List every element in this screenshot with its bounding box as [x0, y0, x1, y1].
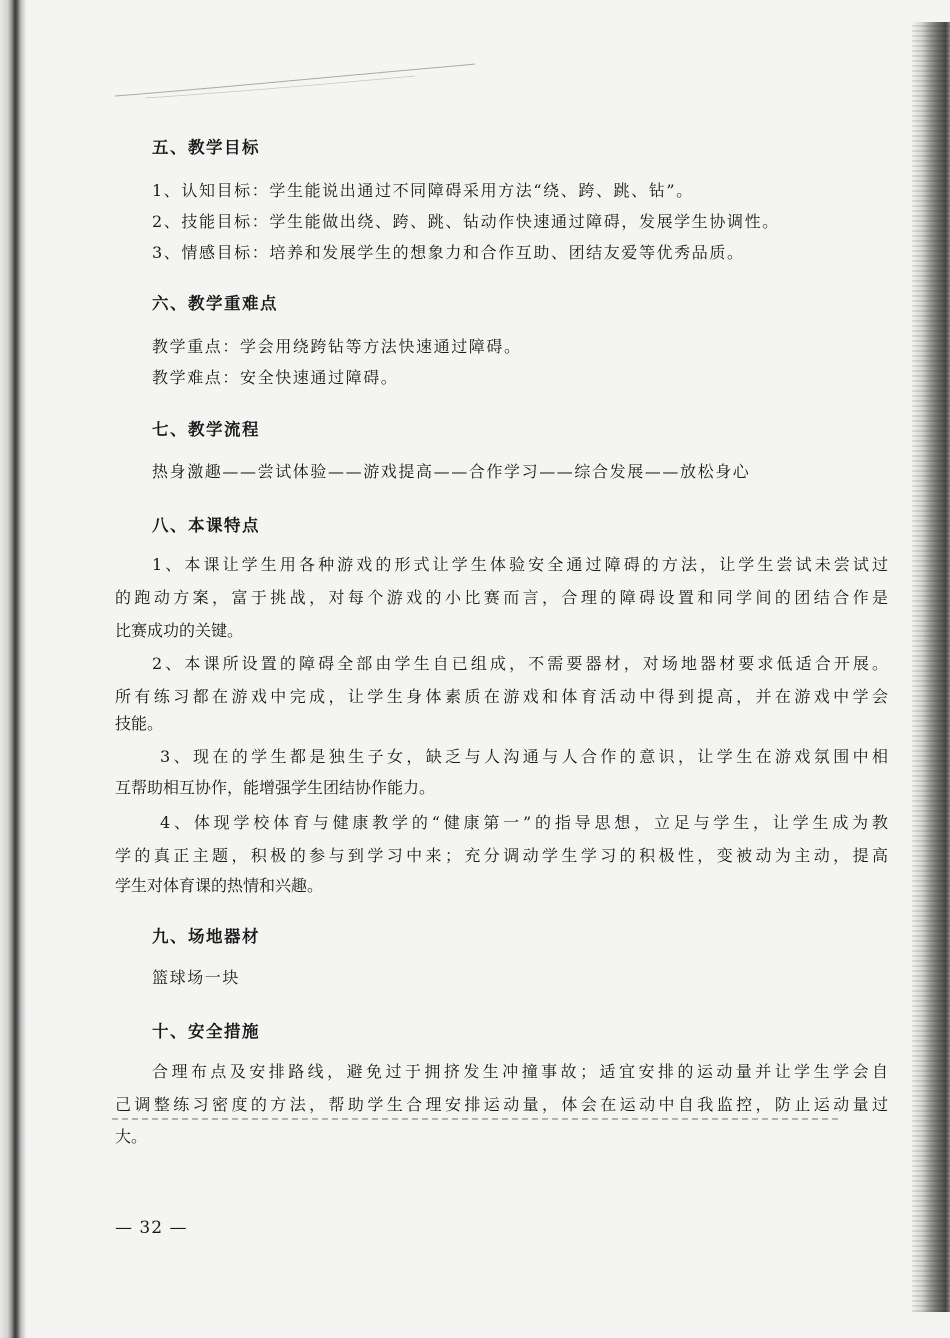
feature-3-line-1: 3、现在的学生都是独生子女，缺乏与人沟通与人合作的意识，让学生在游戏氛围中相	[160, 747, 888, 766]
page-number: — 32 —	[115, 1218, 188, 1238]
section-heading-venue: 九、场地器材	[152, 927, 260, 946]
goal-cognitive: 1、认知目标：学生能说出通过不同障碍采用方法“绕、跨、跳、钻”。	[152, 181, 694, 200]
feature-4-line-3: 学生对体育课的热情和兴趣。	[115, 876, 324, 895]
feature-1-line-3: 比赛成功的关键。	[115, 621, 244, 640]
feature-4-line-1: 4、体现学校体育与健康教学的“健康第一”的指导思想，立足与学生，让学生成为教	[160, 813, 888, 832]
feature-4-line-2: 学的真正主题，积极的参与到学习中来；充分调动学生学习的积极性，变被动为主动，提高	[115, 846, 888, 865]
process-flow: 热身激趣——尝试体验——游戏提高——合作学习——综合发展——放松身心	[152, 462, 751, 481]
section-heading-goals: 五、教学目标	[152, 138, 260, 157]
section-heading-process: 七、教学流程	[152, 420, 260, 439]
feature-2-line-2: 所有练习都在游戏中完成，让学生身体素质在游戏和体育活动中得到提高，并在游戏中学会	[115, 687, 888, 706]
goal-emotion: 3、情感目标：培养和发展学生的想象力和合作互助、团结友爱等优秀品质。	[152, 243, 745, 262]
section-heading-safety: 十、安全措施	[152, 1022, 260, 1041]
safety-line-1: 合理布点及安排路线，避免过于拥挤发生冲撞事故；适宜安排的运动量并让学生学会自	[152, 1062, 888, 1081]
key-point: 教学重点：学会用绕跨钻等方法快速通过障碍。	[152, 337, 522, 356]
goal-skill: 2、技能目标：学生能做出绕、跨、跳、钻动作快速通过障碍，发展学生协调性。	[152, 212, 780, 231]
difficult-point: 教学难点：安全快速通过障碍。	[152, 368, 399, 387]
section-heading-features: 八、本课特点	[152, 516, 260, 535]
feature-2-line-1: 2、本课所设置的障碍全部由学生自已组成，不需要器材，对场地器材要求低适合开展。	[152, 654, 888, 673]
feature-1-line-2: 的跑动方案，富于挑战，对每个游戏的小比赛而言，合理的障碍设置和同学间的团结合作是	[115, 588, 888, 607]
section-heading-key-points: 六、教学重难点	[152, 294, 278, 313]
scan-underline-mark	[112, 1118, 840, 1120]
feature-1-line-1: 1、本课让学生用各种游戏的形式让学生体验安全通过障碍的方法，让学生尝试未尝试过	[152, 555, 888, 574]
venue-equipment: 篮球场一块	[152, 968, 241, 987]
feature-3-line-2: 互帮助相互协作，能增强学生团结协作能力。	[115, 778, 436, 797]
safety-line-2: 己调整练习密度的方法，帮助学生合理安排运动量，体会在运动中自我监控，防止运动量过	[115, 1095, 888, 1114]
safety-line-3: 大。	[115, 1127, 148, 1146]
feature-2-line-3: 技能。	[115, 714, 164, 733]
